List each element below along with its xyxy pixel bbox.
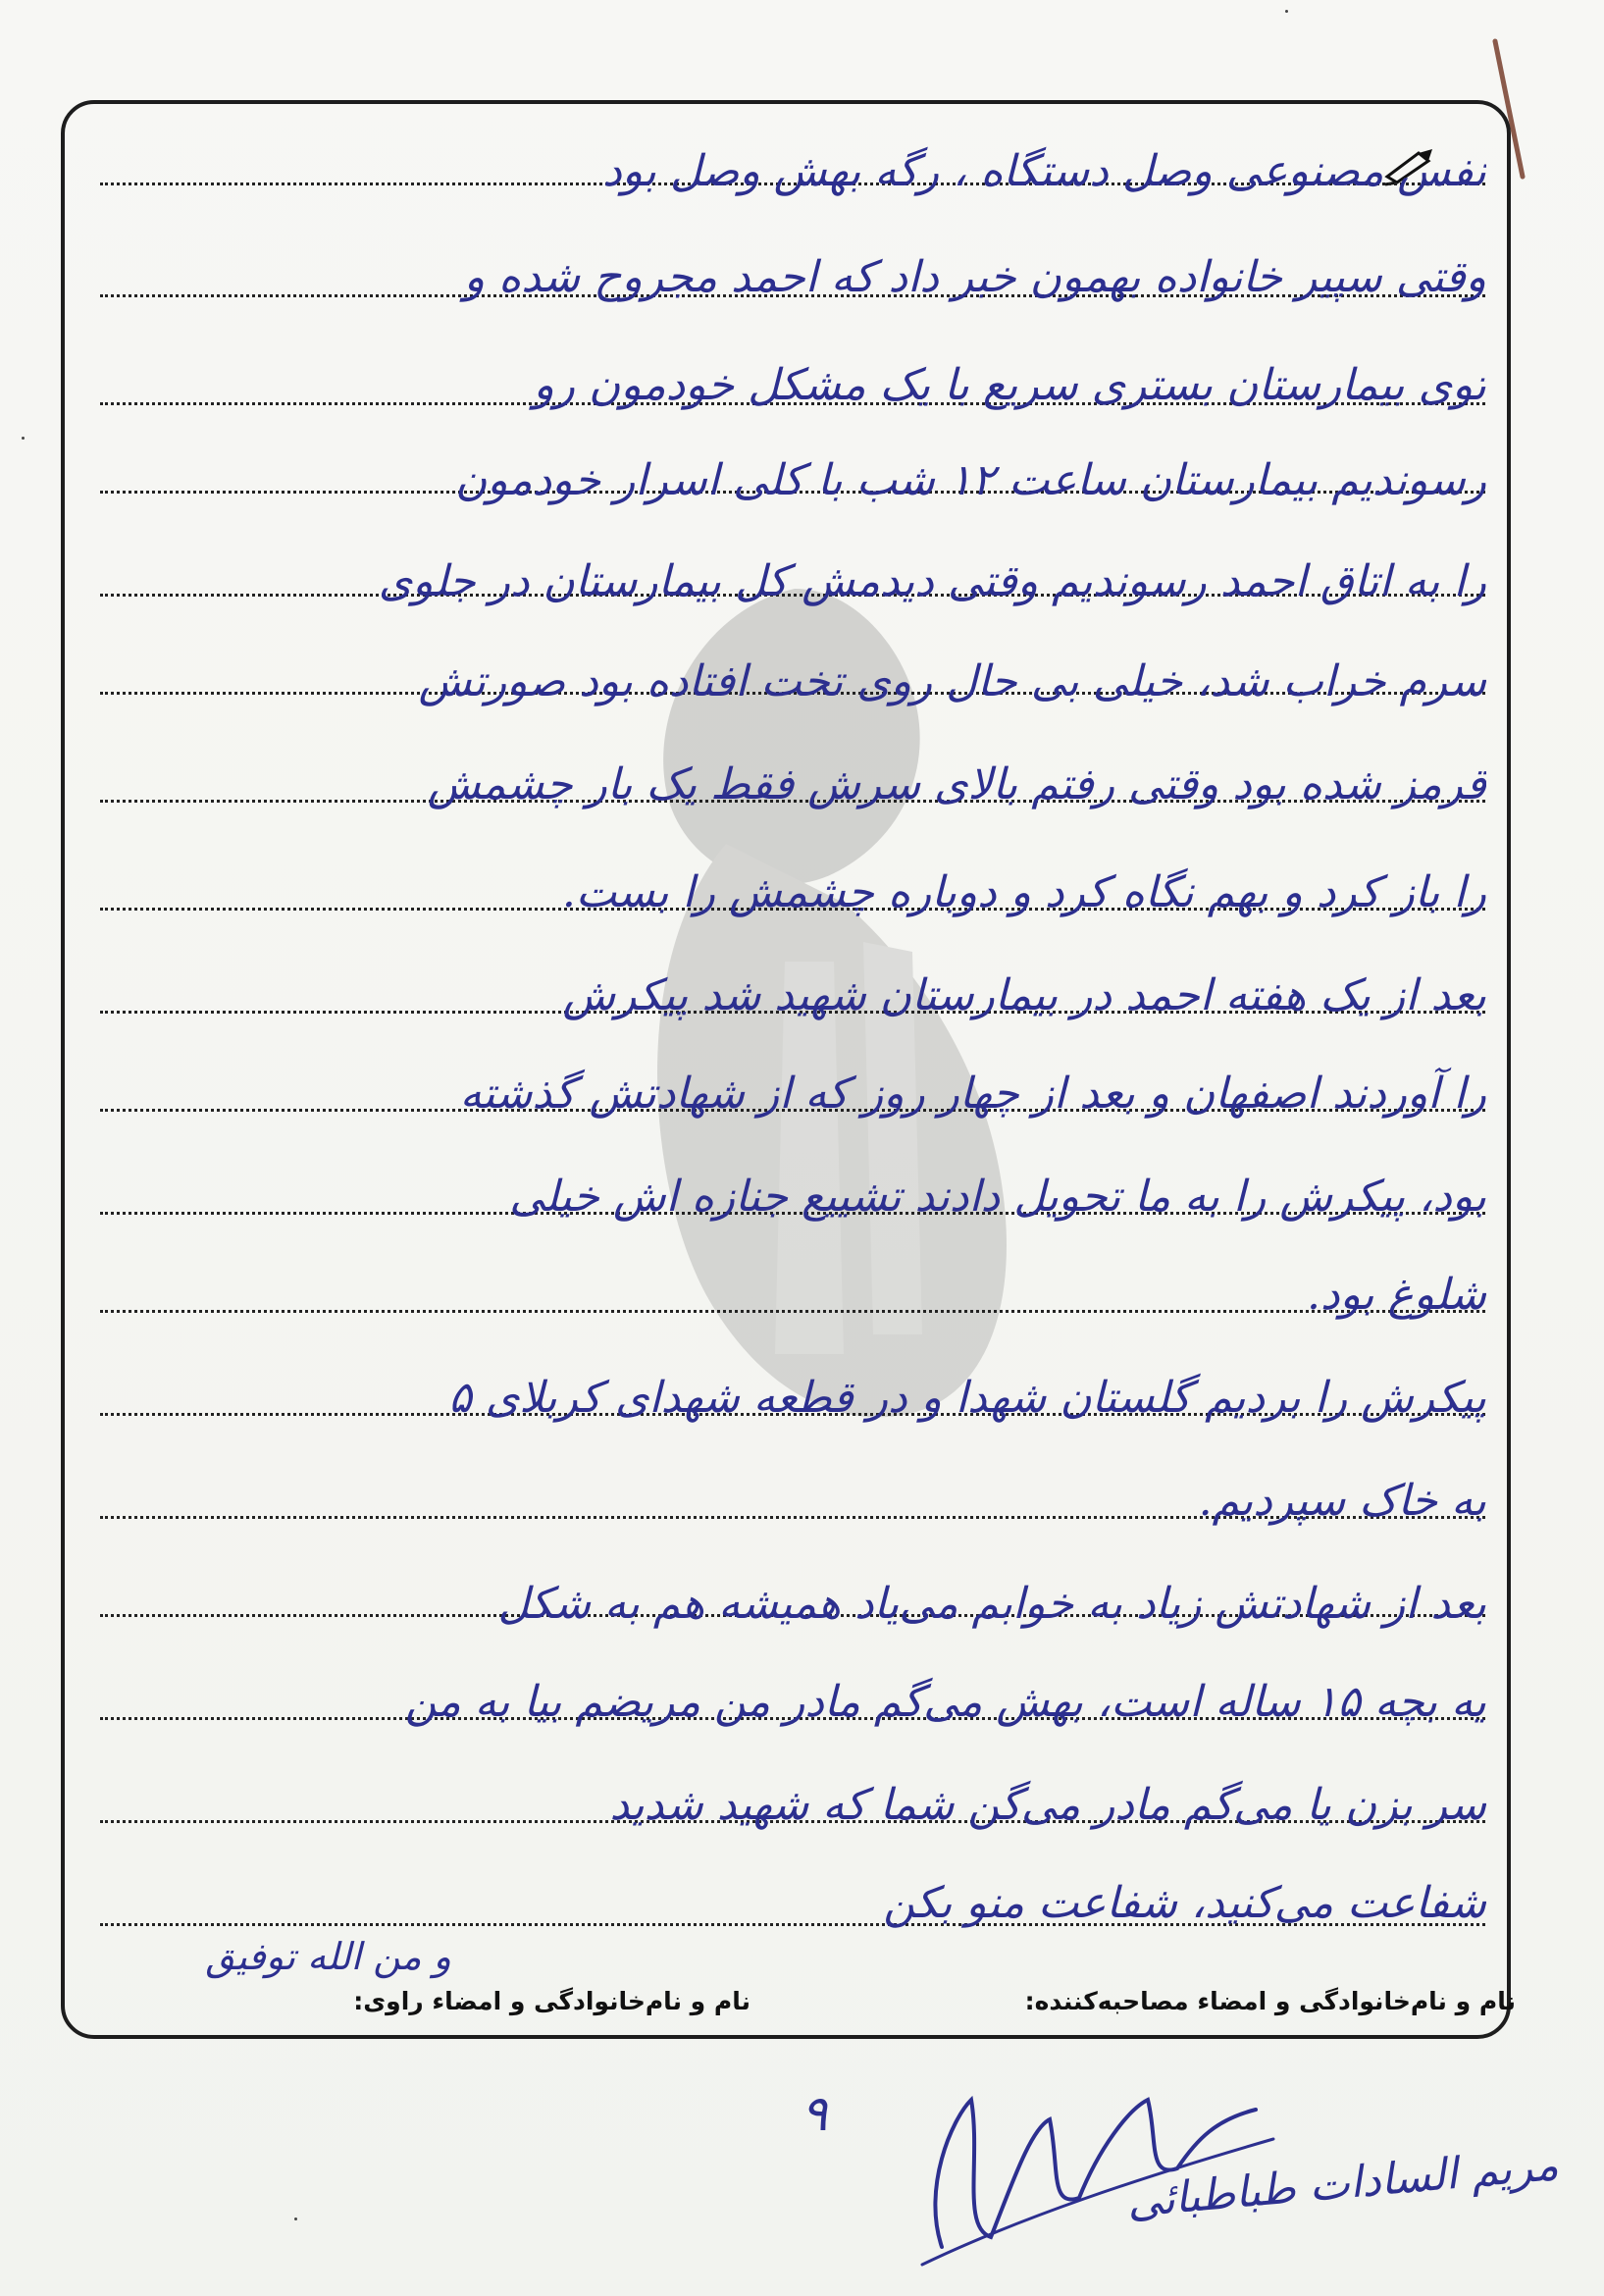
handwritten-line: بود، پیکرش را به ما تحویل دادند تشییع جنازه اش خیلی: [509, 1172, 1486, 1222]
handwritten-line: پیکرش را بردیم گلستان شهدا و در قطعه شهدای کربلای ۵: [448, 1373, 1486, 1423]
handwritten-line: یه بچه ۱۵ ساله است، بهش می‌گم مادر من مریضم بیا به من: [404, 1677, 1486, 1727]
handwritten-line: را به اتاق احمد رسوندیم وقتی دیدمش کل بیمارستان در جلوی: [378, 556, 1486, 606]
paper-speck: [22, 437, 25, 440]
narrator-name: مریم السادات طباطبائی: [1124, 2139, 1561, 2228]
handwritten-line: قرمز شده بود وقتی رفتم بالای سرش فقط یک بار چشمش: [427, 759, 1486, 809]
handwritten-line: توی بیمارستان بستری سریع با یک مشکل خودمون رو: [533, 360, 1486, 410]
handwritten-line: شلوغ بود.: [1307, 1270, 1486, 1320]
interviewer-signature-label: نام و نام‌خانوادگی و امضاء مصاحبه‌کننده:: [1024, 1987, 1516, 2015]
narrator-signature-label: نام و نام‌خانوادگی و امضاء راوی:: [353, 1987, 750, 2015]
paper-speck: [294, 2218, 297, 2220]
handwritten-line: نفس مصنوعی وصل دستگاه ، رگه بهش وصل بود: [602, 146, 1486, 196]
page-number: ۹: [801, 2085, 828, 2142]
handwritten-line: را باز کرد و بهم نگاه کرد و دوباره چشمش را بست.: [561, 867, 1486, 917]
handwritten-line: بعد از شهادتش زیاد به خوابم می‌یاد همیشه هم به شکل: [497, 1579, 1486, 1629]
handwritten-line: سر بزن یا می‌گم مادر می‌گن شما که شهید شدید: [609, 1780, 1486, 1830]
closing-phrase: و من الله توفیق: [205, 1935, 451, 1978]
handwritten-line: وقتی سپیر خانواده بهمون خبر داد که احمد مجروح شده و: [463, 252, 1486, 302]
handwritten-line: شفاعت می‌کنید، شفاعت منو بکن: [883, 1878, 1486, 1928]
handwritten-line: را آوردند اصفهان و بعد از چهار روز که از شهادتش گذشته: [459, 1069, 1486, 1119]
handwritten-line: رسوندیم بیمارستان ساعت ۱۲ شب با کلی اسرار خودمون: [455, 455, 1486, 505]
handwritten-line: به خاک سپردیم.: [1198, 1476, 1486, 1526]
handwritten-line: سرم خراب شد، خیلی بی حال روی تخت افتاده بود صورتش: [418, 656, 1486, 706]
handwritten-line: بعد از یک هفته احمد در بیمارستان شهید شد پیکرش: [562, 970, 1486, 1020]
